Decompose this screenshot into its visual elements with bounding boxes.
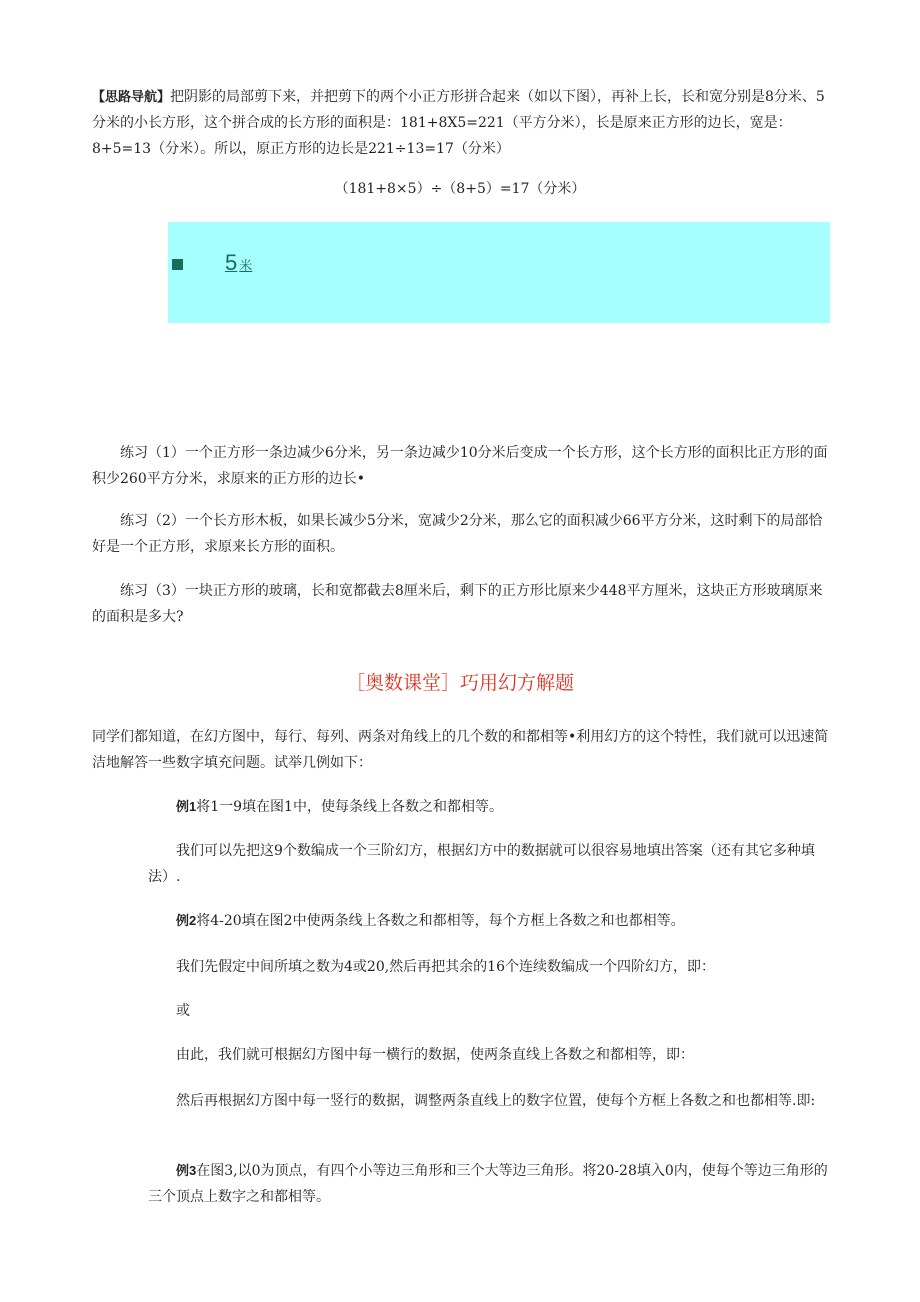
figure-number: 5 bbox=[225, 250, 238, 275]
hint-label: 【思路导航】 bbox=[92, 89, 171, 104]
example-2-or: 或 bbox=[176, 1003, 190, 1019]
example-1-text: 将1一9填在图1中，使每条线上各数之和都相等。 bbox=[196, 799, 503, 815]
example-3-text: 在图3,以0为顶点，有四个小等边三角形和三个大等边三角形。将20-28填入0内，使每个等边三角形的三个顶点上数字之和都相等。 bbox=[148, 1163, 828, 1205]
example-2-label: 例2 bbox=[176, 913, 197, 928]
hint-paragraph bbox=[92, 84, 828, 162]
figure-label bbox=[172, 250, 252, 276]
exercise-2: 练习（2）一个长方形木板，如果长减少5分米，宽减少2分米，那么它的面积减少66平方分米，这时剩下的局部恰好是一个正方形，求原来长方形的面积。 bbox=[92, 513, 823, 555]
example-2-adjust: 然后再根据幻方图中每一竖行的数据，调整两条直线上的数字位置，使每个方框上各数之和也都相等.即: bbox=[176, 1093, 816, 1109]
example-3-label: 例3 bbox=[176, 1163, 197, 1178]
example-2-text: 将4-20填在图2中使两条线上各数之和都相等，每个方框上各数之和也都相等。 bbox=[196, 913, 685, 929]
figure-unit: 米 bbox=[239, 258, 253, 273]
hint-text: 把阴影的局部剪下来，并把剪下的两个小正方形拼合起来（如以下图），再补上长，长和宽分别是8分米、5分米的小长方形，这个拼合成的长方形的面积是：181+8X5=221（平方分米），长是原来正方形的边长，宽是：8+5=13（分米）。所以，原正方形的边长是221÷13=17（分米） bbox=[92, 89, 825, 157]
section-title: ［奥数课堂］巧用幻方解题 bbox=[345, 672, 574, 694]
square-icon bbox=[172, 259, 183, 270]
example-3 bbox=[148, 1158, 836, 1210]
exercise-1: 练习（1）一个正方形一条边减少6分米，另一条边减少10分米后变成一个长方形，这个长方形的面积比正方形的面积少260平方分米，求原来的正方形的边长• bbox=[92, 445, 828, 487]
formula-line: （181+8×5）÷（8+5）=17（分米） bbox=[334, 181, 586, 197]
example-1 bbox=[176, 794, 836, 820]
example-1-explanation: 我们可以先把这9个数编成一个三阶幻方，根据幻方中的数据就可以很容易地填出答案（还有其它多种填法）. bbox=[148, 843, 815, 885]
example-2-assume: 我们先假定中间所填之数为4或20,然后再把其余的16个连续数编成一个四阶幻方，即： bbox=[176, 959, 715, 975]
intro-paragraph: 同学们都知道，在幻方图中，每行、每列、两条对角线上的几个数的和都相等•利用幻方的这个特性，我们就可以迅速简洁地解答一些数字填充问题。试举几例如下： bbox=[92, 729, 829, 771]
figure-shaded-area bbox=[168, 222, 830, 323]
example-2 bbox=[176, 908, 836, 934]
exercise-3: 练习（3）一块正方形的玻璃，长和宽都截去8厘米后，剩下的正方形比原来少448平方厘米，这块正方形玻璃原来的面积是多大? bbox=[92, 583, 823, 625]
example-1-label: 例1 bbox=[176, 799, 197, 814]
example-2-then: 由此，我们就可根据幻方图中每一横行的数据，使两条直线上各数之和都相等，即： bbox=[176, 1047, 694, 1063]
